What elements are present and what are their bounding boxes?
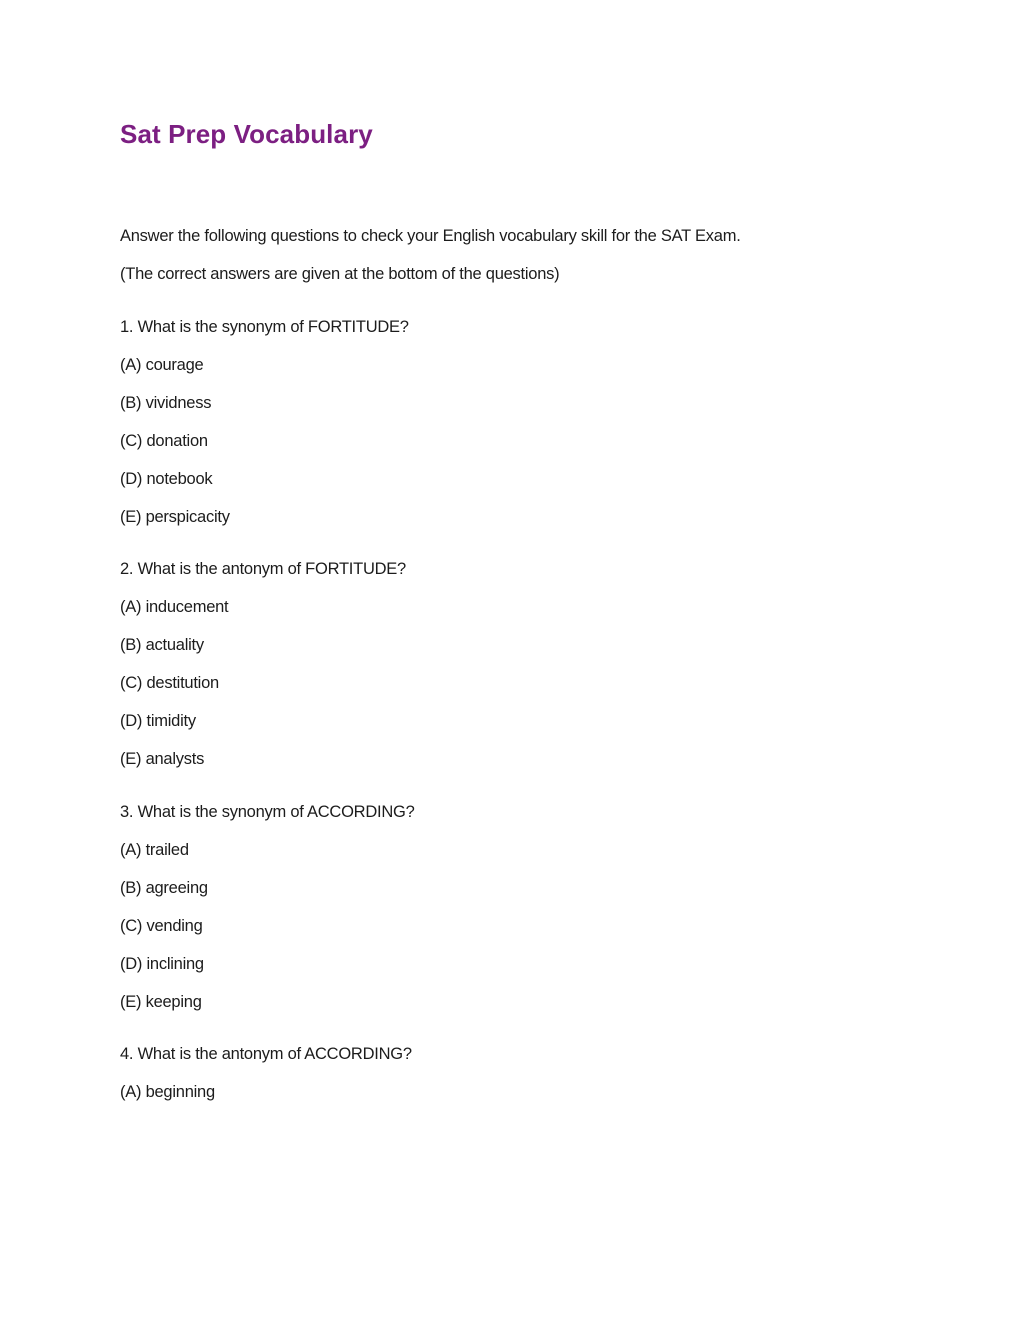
question-block-1 [120, 319, 920, 526]
answer-choice-a: (A) inducement [120, 598, 229, 616]
answer-choice-c: (C) vending [120, 916, 203, 935]
intro-section [120, 228, 920, 283]
answer-choice-e: (E) perspicacity [120, 507, 230, 526]
intro-line-2: (The correct answers are given at the bottom of the questions) [120, 265, 560, 283]
question-prompt: 2. What is the antonym of FORTITUDE? [120, 560, 406, 578]
intro-line-1: Answer the following questions to check your English vocabulary skill for the SAT Exam. [120, 227, 741, 245]
question-block-3 [120, 804, 920, 1011]
answer-choice-b: (B) vividness [120, 393, 212, 412]
answer-choice-c: (C) destitution [120, 674, 219, 692]
question-block-2 [120, 561, 920, 768]
answer-choice-a: (A) beginning [120, 1083, 215, 1101]
answer-choice-d: (D) inclining [120, 954, 204, 973]
answer-choice-e: (E) keeping [120, 992, 202, 1011]
answer-choice-a: (A) trailed [120, 840, 189, 859]
answer-choice-e: (E) analysts [120, 750, 205, 768]
answer-choice-a: (A) courage [120, 355, 204, 374]
answer-choice-b: (B) actuality [120, 636, 204, 654]
questions-list [120, 319, 920, 1101]
answer-choice-c: (C) donation [120, 431, 208, 450]
question-prompt: 1. What is the synonym of FORTITUDE? [120, 317, 409, 336]
question-prompt: 3. What is the synonym of ACCORDING? [120, 802, 415, 821]
page-title: Sat Prep Vocabulary [120, 119, 373, 149]
document-body [120, 228, 920, 1101]
answer-choice-b: (B) agreeing [120, 878, 208, 897]
answer-choice-d: (D) timidity [120, 712, 196, 730]
answer-choice-d: (D) notebook [120, 469, 213, 488]
question-block-4 [120, 1046, 920, 1101]
question-prompt: 4. What is the antonym of ACCORDING? [120, 1045, 412, 1063]
